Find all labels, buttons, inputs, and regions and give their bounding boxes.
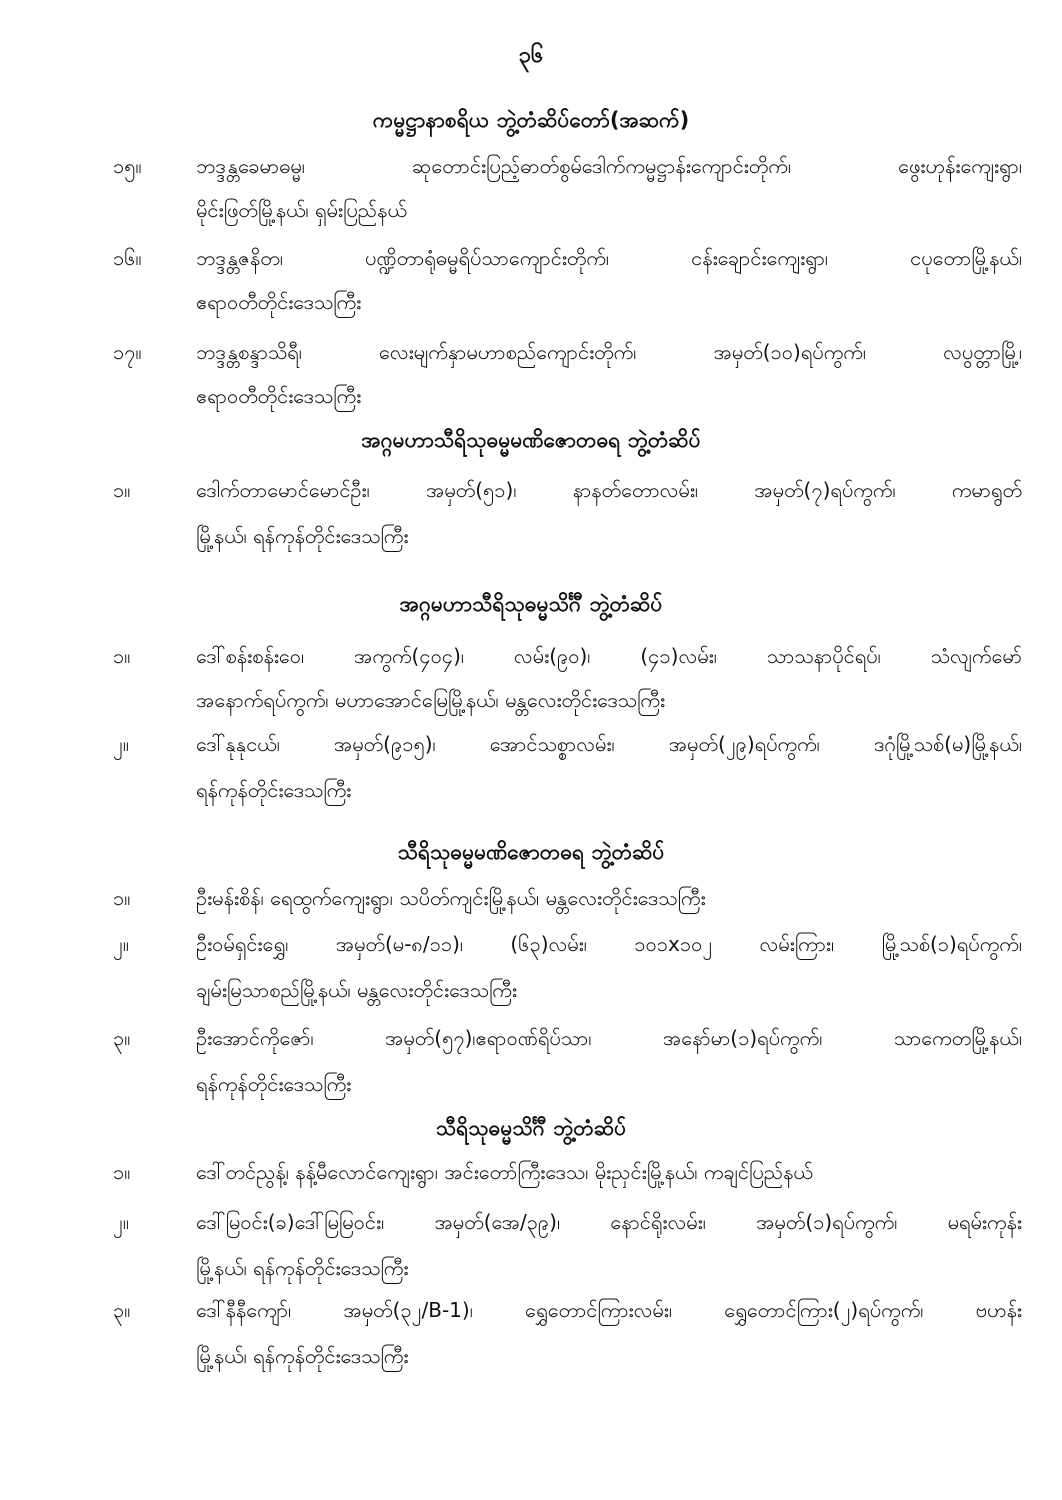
item-text-line: မြို့နယ်၊ ရန်ကုန်တိုင်းဒေသကြီး	[196, 524, 409, 548]
item-text-line: ဘဒ္ဒန္တဇနိတ၊ ပဏ္ဍိတာရုံဓမ္မရိပ်သာကျောင်းတိုက်၊ ငန်းချောင်းကျေးရွာ၊ ငပုတောမြို့နယ်၊	[196, 246, 1022, 270]
item-number: ၁။	[113, 644, 131, 668]
page-number: ၃၆	[518, 43, 544, 68]
item-number: ၁။	[113, 1160, 131, 1184]
item-text-line: ချမ်းမြသာစည်မြို့နယ်၊ မန္တလေးတိုင်းဒေသကြီး	[196, 978, 517, 1002]
item-text-line: ဒေါ်မြဝင်း(ခ)ဒေါ်မြမြဝင်း၊ အမှတ်(အေ/၃၉)၊ နောင်ရိုးလမ်း၊ အမှတ်(၁)ရပ်ကွက်၊ မရမ်းကုန်း	[196, 1210, 1022, 1234]
item-text-line: အနောက်ရပ်ကွက်၊ မဟာအောင်မြေမြို့နယ်၊ မန္တလေးတိုင်းဒေသကြီး	[196, 688, 666, 712]
item-text-line: ဦးအောင်ကိုဇော်၊ အမှတ်(၅၇)၊ဧရာဝဏ်ရိပ်သာ၊ အနော်မာ(၁)ရပ်ကွက်၊ သာကေတမြို့နယ်၊	[196, 1026, 1022, 1050]
item-text-line: ဒေါက်တာမောင်မောင်ဦး၊ အမှတ်(၅၁)၊ နာနတ်တောလမ်း၊ အမှတ်(၇)ရပ်ကွက်၊ ကမာရွတ်	[196, 478, 1022, 502]
item-number: ၁။	[113, 478, 131, 502]
item-text-line: ဧရာဝတီတိုင်းဒေသကြီး	[196, 290, 362, 314]
item-text-line: မြို့နယ်၊ ရန်ကုန်တိုင်းဒေသကြီး	[196, 1344, 409, 1368]
item-number: ၃။	[113, 1298, 131, 1322]
item-number: ၂။	[113, 732, 129, 756]
section-heading: သီရိသုဓမ္မသိင်္ဂီ ဘွဲ့တံဆိပ်	[435, 1116, 627, 1140]
item-number: ၃။	[113, 1026, 131, 1050]
section-heading: ကမ္မဋ္ဌာနာစရိယ ဘွဲ့တံဆိပ်တော်(အဆက်)	[372, 108, 690, 132]
item-text-line: ဘဒ္ဒန္တခေမာဓမ္မ၊ ဆုတောင်းပြည့်ဓာတ်စွမ်ဒေါက်ကမ္မဋ္ဌာန်းကျောင်းတိုက်၊ ဖွေးဟုန်းကျေးရွာ၊	[196, 154, 1022, 178]
item-text-line: ရန်ကုန်တိုင်းဒေသကြီး	[196, 1072, 352, 1096]
item-number: ၁။	[113, 886, 131, 910]
item-text-line: ဦးမန်းစိန်၊ ရေထွက်ကျေးရွာ၊ သပိတ်ကျင်းမြို့နယ်၊ မန္တလေးတိုင်းဒေသကြီး	[196, 886, 706, 910]
item-text-line: ရန်ကုန်တိုင်းဒေသကြီး	[196, 778, 352, 802]
item-number: ၂။	[113, 1210, 129, 1234]
item-number: ၁၅။	[113, 154, 142, 178]
item-text-line: ဘဒ္ဒန္တစန္ဒာသိရီ၊ လေးမျက်နှာမဟာစည်ကျောင်းတိုက်၊ အမှတ်(၁၀)ရပ်ကွက်၊ လပွတ္တာမြို့၊	[196, 340, 1022, 364]
item-text-line: ဒေါ်နုနုငယ်၊ အမှတ်(၉၁၅)၊ အောင်သစ္စာလမ်း၊ အမှတ်(၂၉)ရပ်ကွက်၊ ဒဂုံမြို့သစ်(မ)မြို့နယ်၊	[196, 732, 1022, 756]
item-number: ၁၇။	[113, 340, 142, 364]
item-text-line: ဧရာဝတီတိုင်းဒေသကြီး	[196, 384, 362, 408]
item-number: ၂။	[113, 932, 129, 956]
item-text-line: ဒေါ်စန်းစန်းဝေ၊ အကွက်(၄၀၄)၊ လမ်း(၉၀)၊ (၄၁)လမ်း၊ သာသနာပိုင်ရပ်၊ သံလျက်မော်	[196, 644, 1022, 668]
item-text-line: မိုင်းဖြတ်မြို့နယ်၊ ရှမ်းပြည်နယ်	[196, 198, 407, 222]
section-heading: အဂ္ဂမဟာသီရိသုဓမ္မမဏိဇောတဓရ ဘွဲ့တံဆိပ်	[361, 428, 701, 452]
item-text-line: ဦးဝမ်ရှင်းရွှေ၊ အမှတ်(မ-၈/၁၁)၊ (၆၃)လမ်း၊ ၁၀၁x၁၀၂ လမ်းကြား၊ မြို့သစ်(၁)ရပ်ကွက်၊	[196, 932, 1023, 956]
section-heading: သီရိသုဓမ္မမဏိဇောတဓရ ဘွဲ့တံဆိပ်	[397, 840, 665, 864]
section-heading: အဂ္ဂမဟာသီရိသုဓမ္မသိင်္ဂီ ဘွဲ့တံဆိပ်	[399, 592, 663, 616]
item-text-line: ဒေါ်တင်ညွန့်၊ နန့်မီလောင်ကျေးရွာ၊ အင်းတော်ကြီးဒေသ၊ မိုးညှင်းမြို့နယ်၊ ကချင်ပြည်နယ်	[196, 1160, 813, 1184]
item-text-line: ဒေါ်နီနီကျော်၊ အမှတ်(၃၂/B-1)၊ ရွှေတောင်ကြားလမ်း၊ ရွှေတောင်ကြား(၂)ရပ်ကွက်၊ ဗဟန်း	[196, 1298, 1022, 1322]
item-number: ၁၆။	[113, 246, 142, 270]
item-text-line: မြို့နယ်၊ ရန်ကုန်တိုင်းဒေသကြီး	[196, 1256, 409, 1280]
